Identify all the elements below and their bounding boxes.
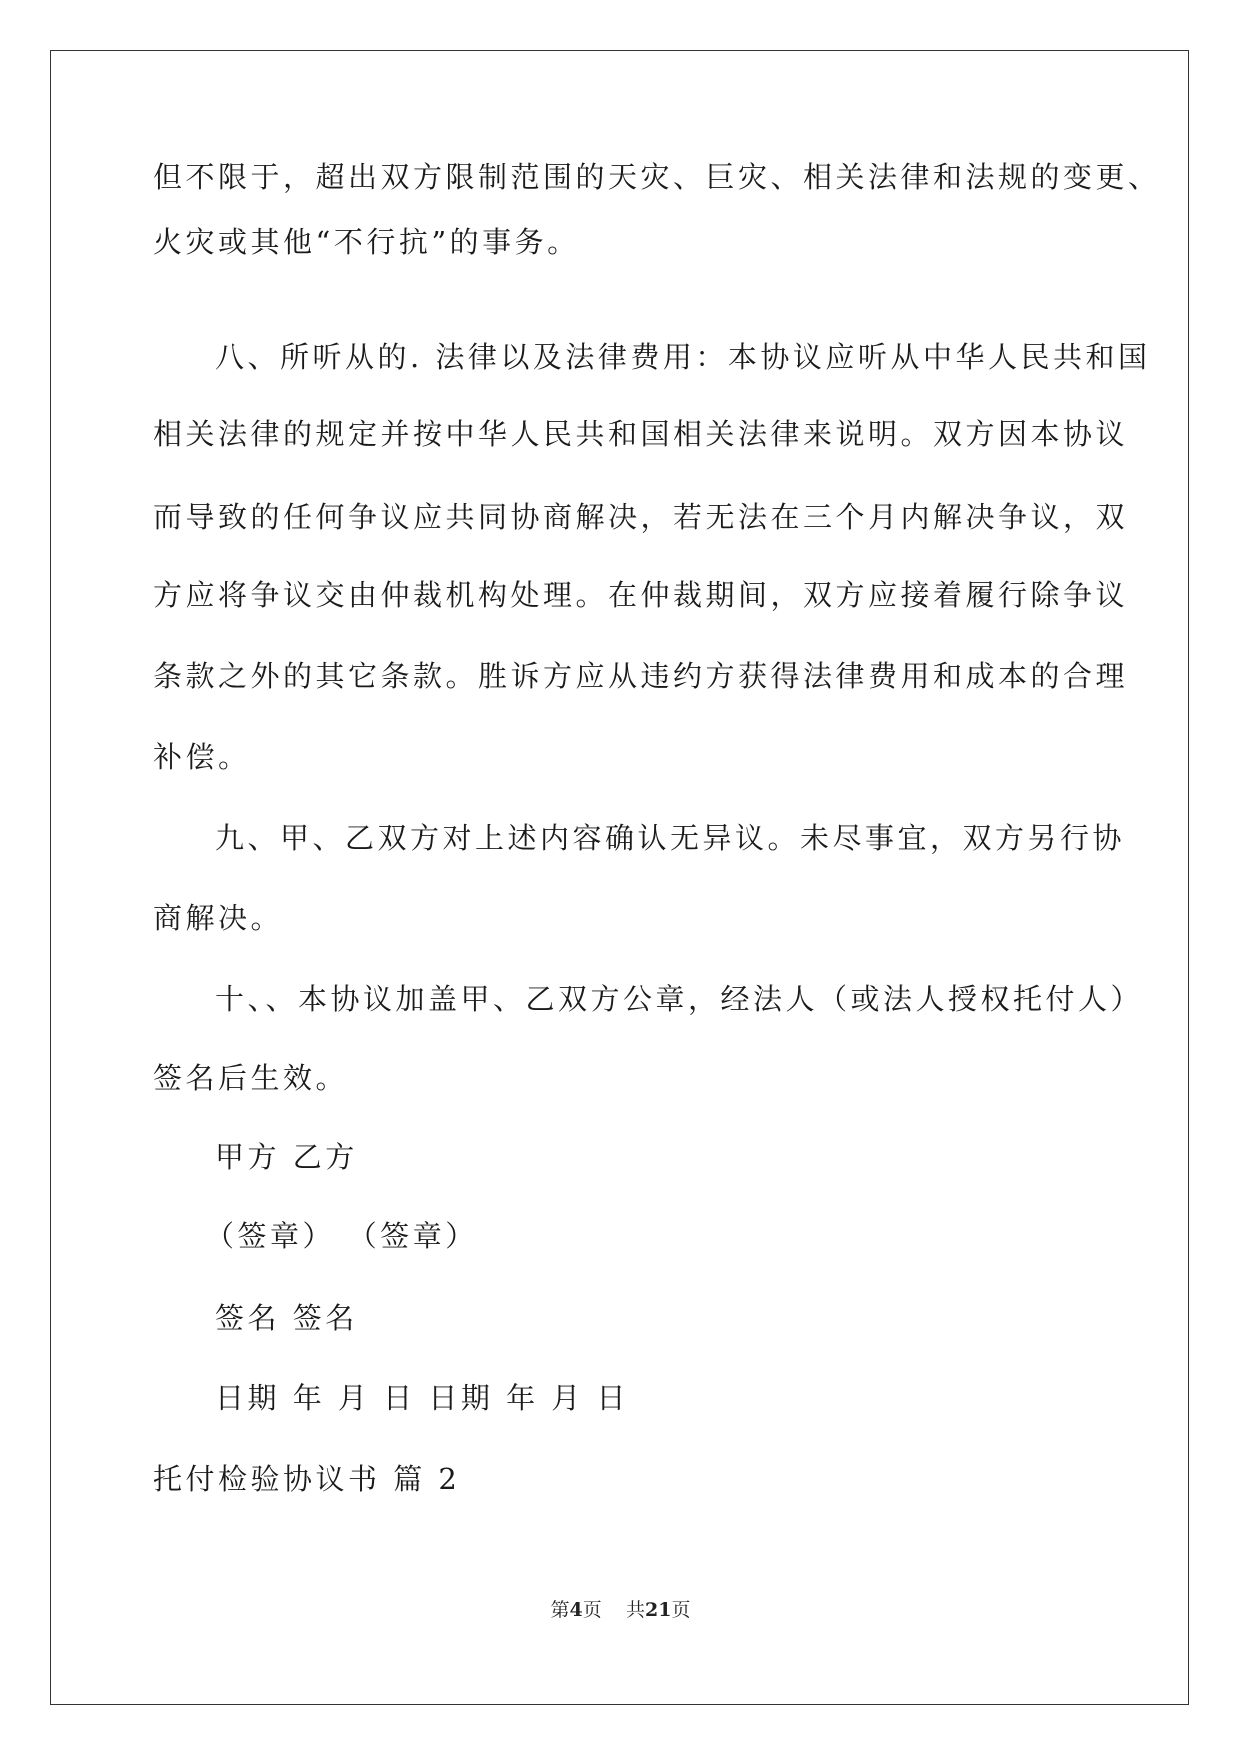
clause-9-line-2: 商解决。 — [153, 901, 284, 935]
body-line-1: 但不限于，超出双方限制范围的天灾、巨灾、相关法律和法规的变更、 — [153, 160, 1161, 194]
clause-8-line-2: 相关法律的规定并按中华人民共和国相关法律来说明。双方因本协议 — [153, 417, 1129, 451]
clause-8-line-6: 补偿。 — [153, 740, 251, 774]
clause-10-line-1: 十、、本协议加盖甲、乙双方公章，经法人（或法人授权托付人） — [215, 982, 1144, 1016]
footer-page-prefix: 第 — [550, 1599, 570, 1621]
section-heading: 托付检验协议书 篇 2 — [153, 1462, 461, 1496]
signature-labels: 签名 签名 — [215, 1301, 358, 1335]
clause-8-line-1: 八、所听从的. 法律以及法律费用：本协议应听从中华人民共和国 — [215, 340, 1151, 374]
footer-total-prefix: 共 — [625, 1599, 645, 1621]
seal-labels: （签章） （签章） — [205, 1219, 478, 1253]
footer-total-pages: 21 — [644, 1599, 672, 1621]
footer-total-suffix: 页 — [671, 1599, 691, 1621]
page-footer — [0, 1597, 1241, 1623]
clause-9-line-1: 九、甲、乙双方对上述内容确认无异议。未尽事宜，双方另行协 — [215, 821, 1126, 855]
page-border — [50, 50, 1189, 1705]
party-labels: 甲方 乙方 — [215, 1140, 358, 1174]
clause-10-line-2: 签名后生效。 — [153, 1061, 349, 1095]
clause-8-line-3: 而导致的任何争议应共同协商解决，若无法在三个月内解决争议，双 — [153, 500, 1129, 534]
footer-page-number: 4 — [569, 1599, 583, 1621]
clause-8-line-5: 条款之外的其它条款。胜诉方应从违约方获得法律费用和成本的合理 — [153, 659, 1129, 693]
date-labels: 日期 年 月 日 日期 年 月 日 — [215, 1381, 630, 1415]
clause-8-line-4: 方应将争议交由仲裁机构处理。在仲裁期间，双方应接着履行除争议 — [153, 578, 1129, 612]
body-line-2: 火灾或其他“不行抗”的事务。 — [153, 225, 580, 259]
footer-page-suffix: 页 — [582, 1599, 602, 1621]
